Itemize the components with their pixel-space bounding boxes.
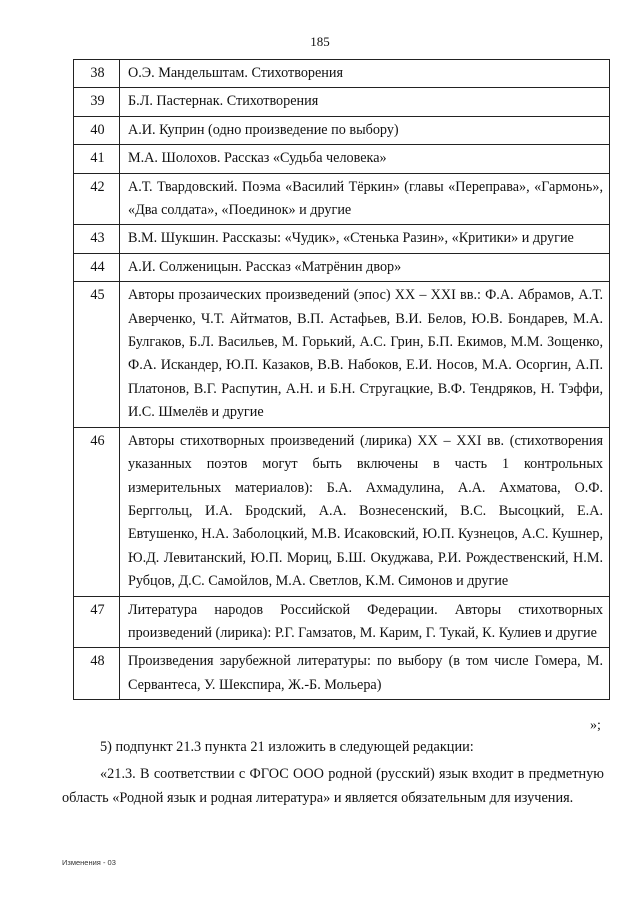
row-number: 45 <box>74 282 120 427</box>
table-row <box>74 88 610 116</box>
table-row <box>74 60 610 88</box>
row-number: 48 <box>74 648 120 700</box>
table-row <box>74 116 610 144</box>
paragraph-21-3: «21.3. В соответствии с ФГОС ООО родной (русский) язык входит в предметную область «Родной язык и родная литература» и является обязательным для изучения. <box>62 766 604 806</box>
row-number: 38 <box>74 60 120 88</box>
page-number: 185 <box>310 34 330 49</box>
closing-quote-mark: »; <box>590 718 601 733</box>
row-number: 43 <box>74 225 120 253</box>
row-text: Б.Л. Пастернак. Стихотворения <box>120 88 610 116</box>
table-row <box>74 282 610 427</box>
row-number: 44 <box>74 253 120 281</box>
row-number: 46 <box>74 427 120 596</box>
row-text: Произведения зарубежной литературы: по выбору (в том числе Гомера, М. Сервантеса, У. Шекспира, Ж.-Б. Мольера) <box>120 648 610 700</box>
row-number: 41 <box>74 145 120 173</box>
row-text: А.Т. Твардовский. Поэма «Василий Тёркин» (главы «Переправа», «Гармонь», «Два солдата», «Поединок» и другие <box>120 173 610 225</box>
table-row <box>74 427 610 596</box>
table-row <box>74 253 610 281</box>
table-row <box>74 225 610 253</box>
row-text: А.И. Солженицын. Рассказ «Матрёнин двор» <box>120 253 610 281</box>
row-number: 42 <box>74 173 120 225</box>
row-text: Литература народов Российской Федерации. Авторы стихотворных произведений (лирика): Р.Г. Гамзатов, М. Карим, Г. Тукай, К. Кулиев и другие <box>120 596 610 648</box>
table-row <box>74 145 610 173</box>
literature-table <box>73 59 610 700</box>
row-text: А.И. Куприн (одно произведение по выбору) <box>120 116 610 144</box>
row-text: Авторы стихотворных произведений (лирика) XX – XXI вв. (стихотворения указанных поэтов могут быть включены в часть 1 контрольных измерительных материалов): Б.А. Ахмадулина, А.А. Ахматова, О.Ф. Берггольц, И.А. Бродский, А.А. Вознесенский, В.С. Высоцкий, Е.А. Евтушенко, Н.А. Заболоцкий, М.В. Исаковский, Ю.П. Кузнецов, А.С. Кушнер, Ю.Д. Левитанский, Ю.П. Мориц, Б.Ш. Окуджава, Р.И. Рождественский, Н.М. Рубцов, Д.С. Самойлов, М.А. Светлов, К.М. Симонов и другие <box>120 427 610 596</box>
footer-note: Изменения - 03 <box>62 858 116 867</box>
table-row <box>74 596 610 648</box>
row-text: В.М. Шукшин. Рассказы: «Чудик», «Стенька Разин», «Критики» и другие <box>120 225 610 253</box>
table-row <box>74 648 610 700</box>
row-text: Авторы прозаических произведений (эпос) XX – XXI вв.: Ф.А. Абрамов, А.Т. Аверченко, Ч.Т. Айтматов, В.П. Астафьев, В.И. Белов, Ю.В. Бондарев, М.А. Булгаков, Б.Л. Васильев, М. Горький, А.С. Грин, Б.П. Екимов, М.М. Зощенко, Ф.А. Искандер, Ю.П. Казаков, В.В. Набоков, Е.И. Носов, М.А. Осоргин, А.П. Платонов, В.Г. Распутин, А.Н. и Б.Н. Стругацкие, В.Ф. Тендряков, Н. Тэффи, И.С. Шмелёв и другие <box>120 282 610 427</box>
row-text: О.Э. Мандельштам. Стихотворения <box>120 60 610 88</box>
row-number: 39 <box>74 88 120 116</box>
paragraph-amendment-5: 5) подпункт 21.3 пункта 21 изложить в следующей редакции: <box>100 739 474 755</box>
row-number: 40 <box>74 116 120 144</box>
row-text: М.А. Шолохов. Рассказ «Судьба человека» <box>120 145 610 173</box>
table-row <box>74 173 610 225</box>
row-number: 47 <box>74 596 120 648</box>
